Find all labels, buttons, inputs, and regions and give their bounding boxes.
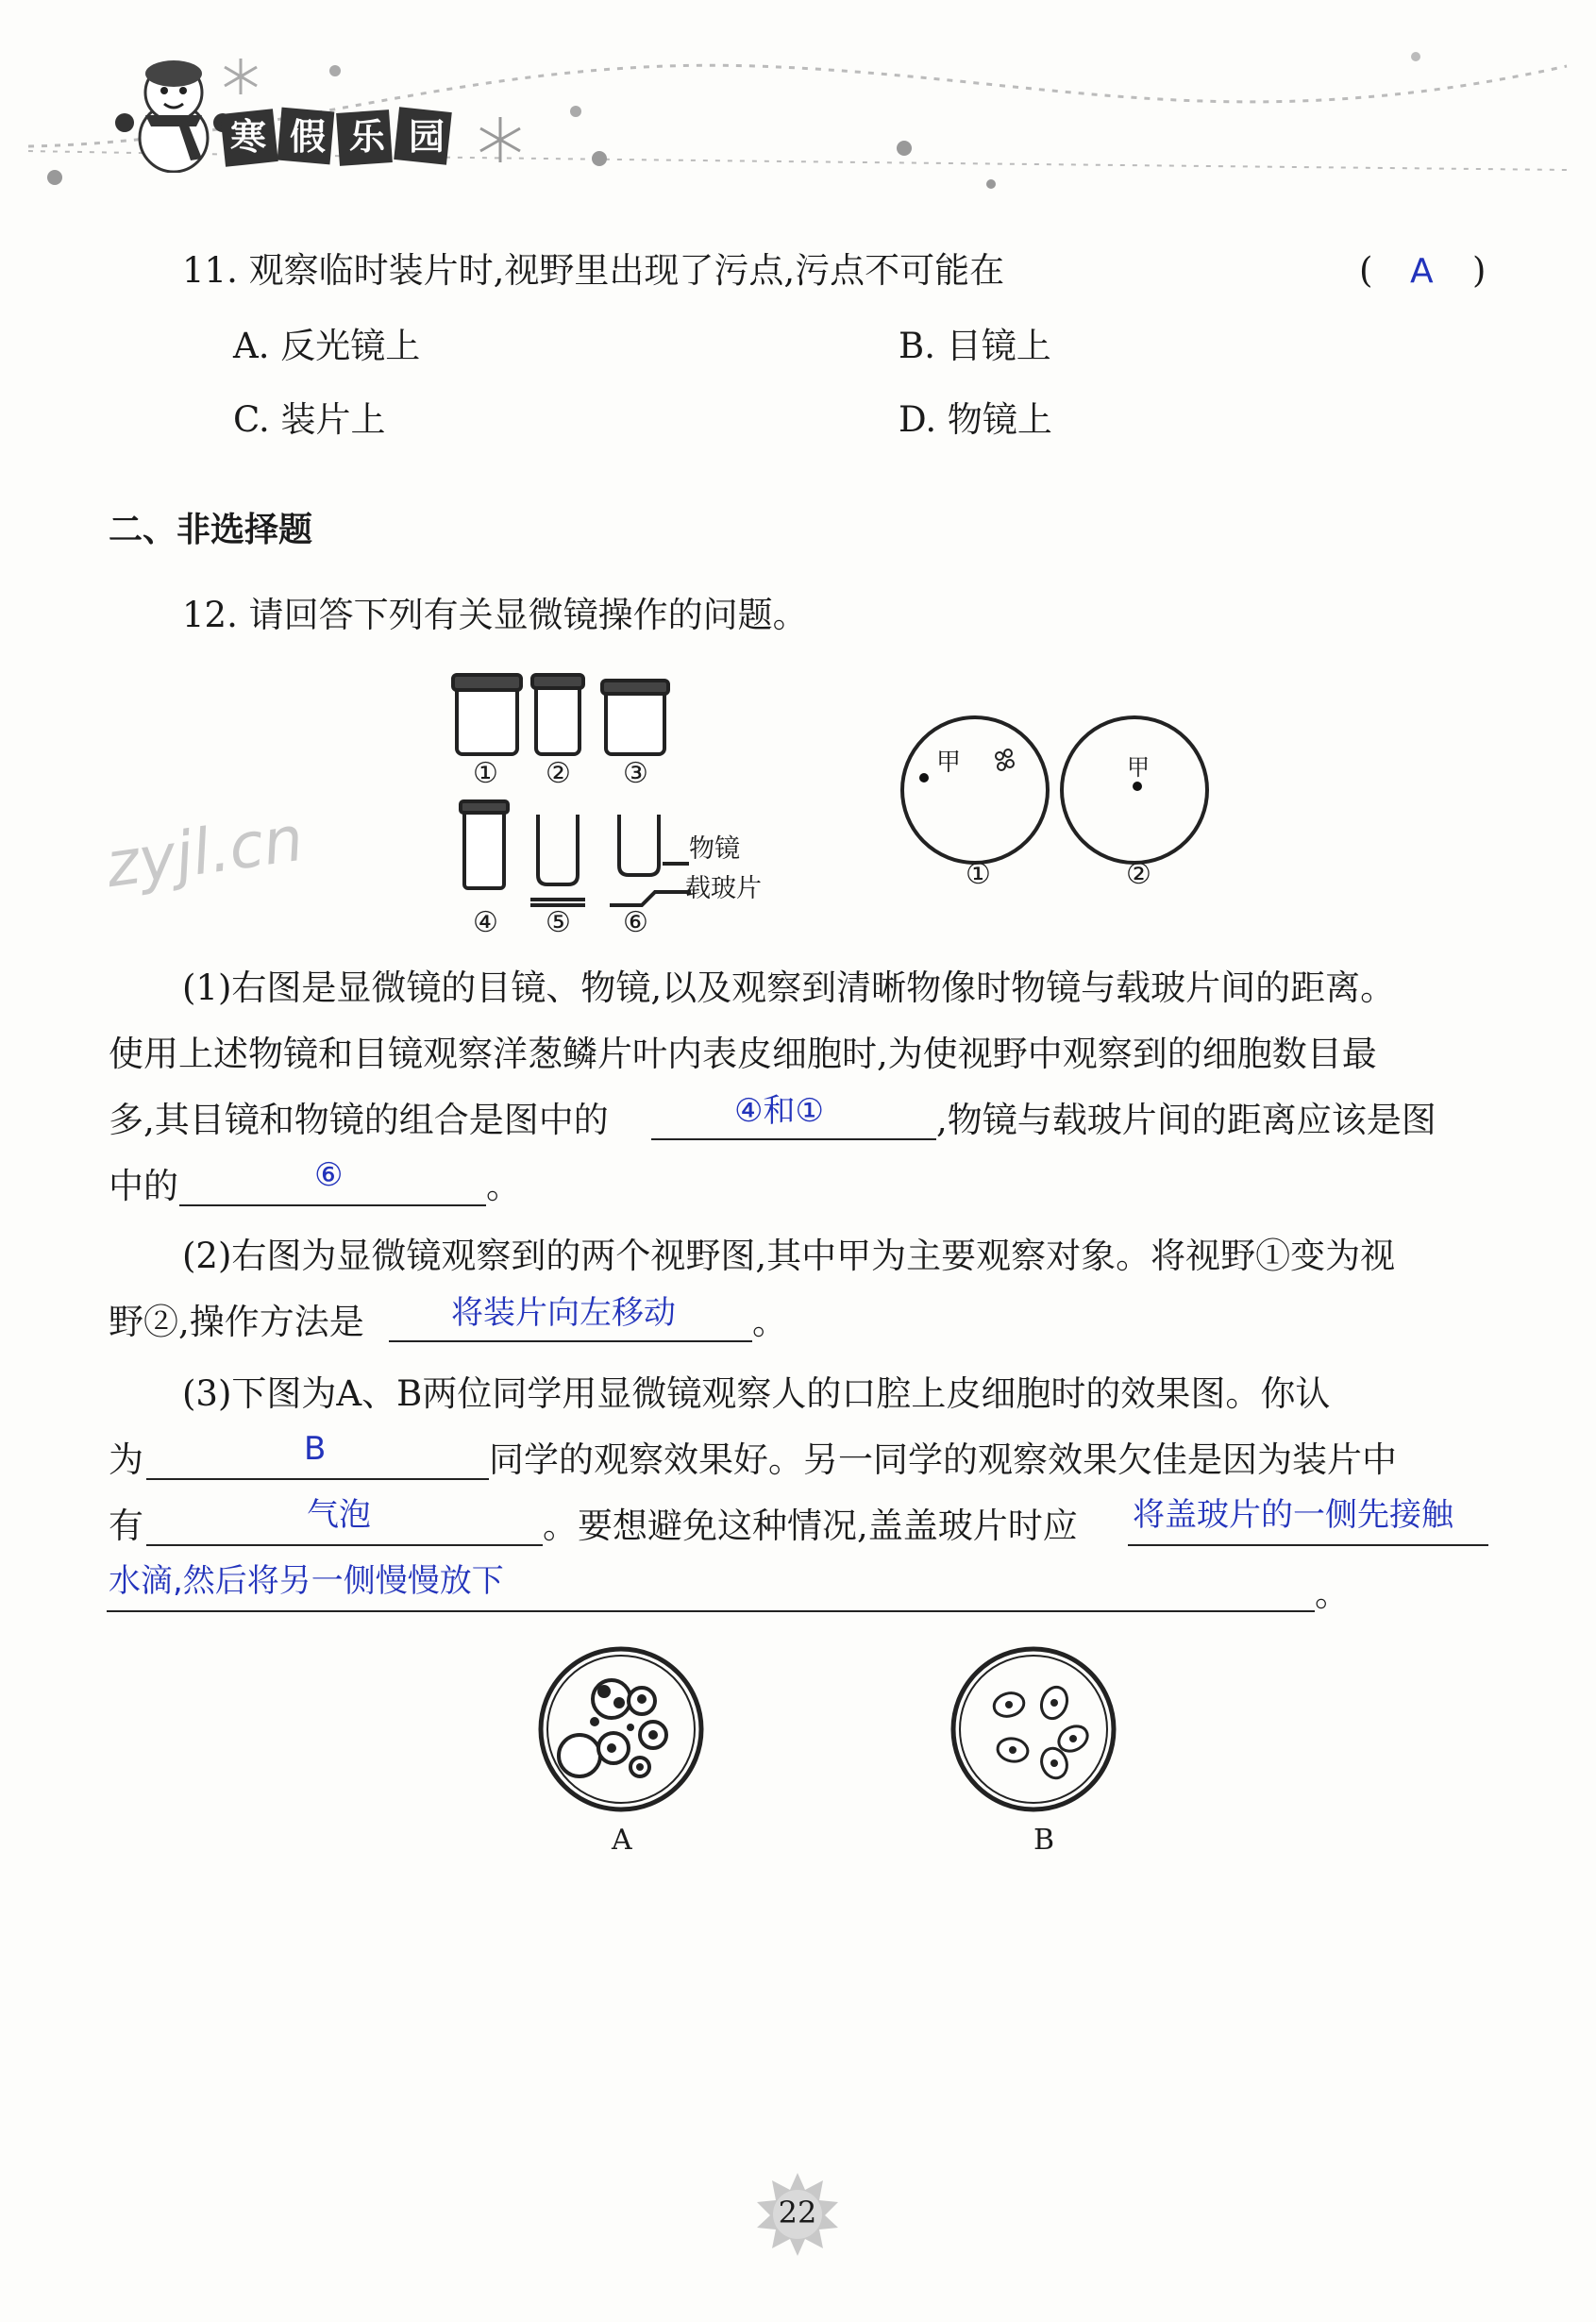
q12-part1-line3-a: 多,其目镜和物镜的组合是图中的 xyxy=(109,1100,609,1140)
answer-blank xyxy=(146,1478,489,1480)
answer-blank xyxy=(179,1204,486,1206)
q12-part1-line4-a: 中的 xyxy=(109,1166,178,1206)
q12-part3-answer3-b: 水滴,然后将另一侧慢慢放下 xyxy=(109,1562,504,1600)
q12-part1-answer1: ④和① xyxy=(734,1092,824,1130)
q11-paren-left: ( xyxy=(1359,250,1373,291)
q12-part1-line3-b: ,物镜与载玻片间的距离应该是图 xyxy=(936,1100,1436,1140)
cell-figure-a xyxy=(536,1644,706,1814)
watermark: zyjl.cn xyxy=(101,801,308,902)
lens-label-1: ① xyxy=(473,757,498,790)
q12-part3-line2-a: 为 xyxy=(109,1439,143,1480)
q12-part3-answer1: B xyxy=(304,1430,327,1468)
q11-option-d: D. 物镜上 xyxy=(899,399,1052,440)
lens-label-3: ③ xyxy=(623,757,648,790)
q12-part2-line2-a: 野②,操作方法是 xyxy=(109,1302,364,1342)
page-number: 22 xyxy=(778,2195,817,2230)
q12-part3-answer3-a: 将盖玻片的一侧先接触 xyxy=(1133,1496,1453,1534)
cell-label-b: B xyxy=(1033,1824,1055,1857)
q12-part1-line4-b: 。 xyxy=(486,1166,521,1206)
q11-option-b: B. 目镜上 xyxy=(899,326,1051,366)
q12-part1-line1: (1)右图是显微镜的目镜、物镜,以及观察到清晰物像时物镜与载玻片间的距离。 xyxy=(182,968,1396,1008)
view2-specimen-char: 甲 xyxy=(1127,754,1150,781)
view1-specimen-char: 甲 xyxy=(936,749,962,777)
answer-blank xyxy=(1128,1544,1488,1546)
q11-option-a: A. 反光镜上 xyxy=(233,326,421,366)
views-diagram xyxy=(897,713,1218,873)
q12-part2-line1: (2)右图为显微镜观察到的两个视野图,其中甲为主要观察对象。将视野①变为视 xyxy=(182,1236,1396,1276)
cell-figure-b xyxy=(949,1644,1118,1814)
q12-part2-line2-b: 。 xyxy=(752,1302,787,1342)
q12-part2-answer: 将装片向左移动 xyxy=(451,1294,676,1332)
q12-part1-answer2: ⑥ xyxy=(314,1156,344,1194)
answer-blank xyxy=(146,1544,543,1546)
lens-label-4: ④ xyxy=(473,906,498,939)
answer-blank xyxy=(389,1340,752,1342)
view-label-2: ② xyxy=(1126,858,1151,891)
slide-label: 载玻片 xyxy=(685,874,762,903)
answer-blank xyxy=(651,1138,936,1140)
snowflake-icon xyxy=(472,111,529,168)
field-of-view-figure xyxy=(897,713,1218,873)
q11-option-c: C. 装片上 xyxy=(233,399,386,440)
cell-label-a: A xyxy=(612,1824,632,1857)
q12-stem: 12. 请回答下列有关显微镜操作的问题。 xyxy=(182,595,808,635)
header-banner xyxy=(219,106,469,168)
page-number-badge xyxy=(755,2171,840,2256)
q12-part3-line3-b: 。要想避免这种情况,盖盖玻片时应 xyxy=(543,1506,1078,1546)
q11-paren-right: ) xyxy=(1472,250,1487,291)
q12-part3-line3-a: 有 xyxy=(109,1506,143,1546)
q12-part3-line2-b: 同学的观察效果好。另一同学的观察效果欠佳是因为装片中 xyxy=(489,1439,1397,1480)
q12-part3-line4-end: 。 xyxy=(1315,1573,1350,1614)
lens-label-2: ② xyxy=(546,757,571,790)
snowman-mascot-icon xyxy=(111,55,234,173)
q11-stem: 11. 观察临时装片时,视野里出现了污点,污点不可能在 xyxy=(182,250,1005,291)
lens-label-5: ⑤ xyxy=(546,906,571,939)
header-decoration xyxy=(0,0,1596,198)
objective-label: 物镜 xyxy=(689,834,740,864)
view-label-1: ① xyxy=(966,858,991,891)
lens-label-6: ⑥ xyxy=(623,906,648,939)
section-title: 二、非选择题 xyxy=(109,511,313,549)
answer-blank xyxy=(107,1610,1315,1612)
banner-title: 寒假乐园 xyxy=(230,116,469,158)
q11-answer: A xyxy=(1410,252,1434,291)
q12-part3-answer2: 气泡 xyxy=(307,1496,371,1534)
q12-part3-line1: (3)下图为A、B两位同学用显微镜观察人的口腔上皮细胞时的效果图。你认 xyxy=(182,1373,1331,1414)
snowflake-icon xyxy=(219,55,262,98)
q12-part1-line2: 使用上述物镜和目镜观察洋葱鳞片叶内表皮细胞时,为使视野中观察到的细胞数目最 xyxy=(109,1034,1377,1074)
